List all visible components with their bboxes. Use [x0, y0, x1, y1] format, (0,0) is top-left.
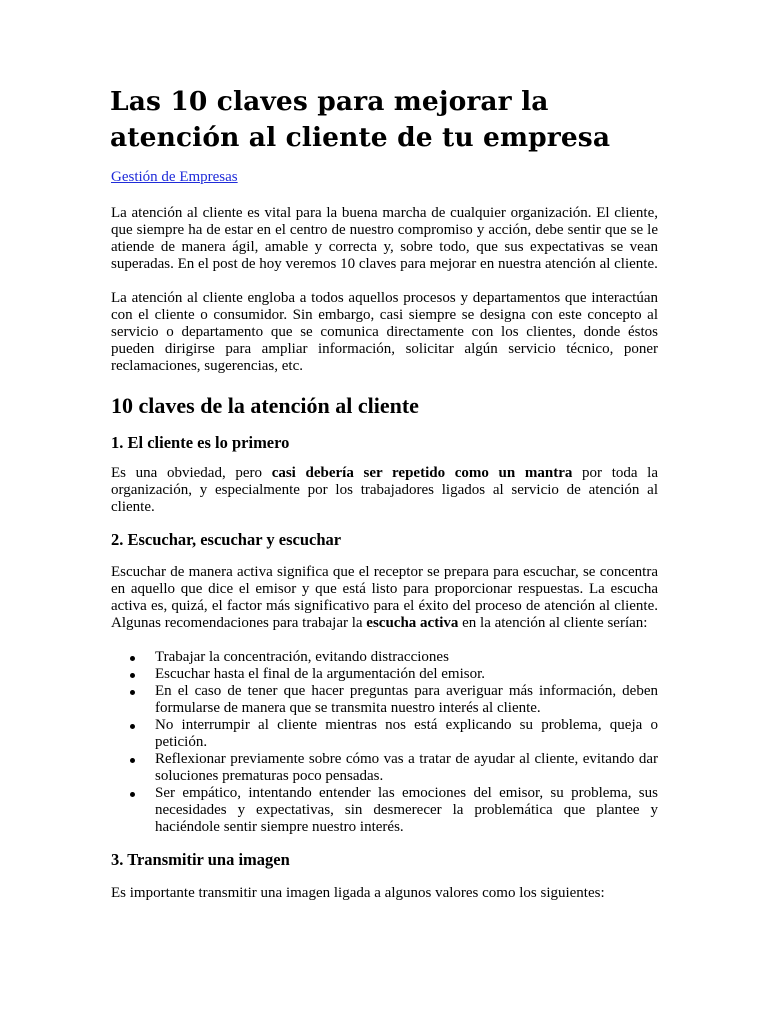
bullet-icon [130, 724, 135, 729]
section1-bold-phrase: casi debería ser repetido como un mantra [271, 465, 573, 481]
section2-text-before: Escuchar de manera activa significa que el receptor se prepara para escuchar, se concentra en aquello que dice el emisor y que está listo para proporcionar respuestas. La escucha activa es, quizá, el factor más significativo para el éxito del proceso de atención al cliente. Algunas recomendaciones para trabajar la [111, 564, 658, 631]
list-item-text: Ser empático, intentando entender las emociones del emisor, su problema, sus necesidades y expectativas, sin desmerecer la problemática que plantee y haciéndole sentir siempre nuestro interés. [155, 785, 658, 835]
list-item [155, 683, 658, 717]
section2-text-after: en la atención al cliente serían: [458, 615, 648, 631]
intro-paragraph-1: La atención al cliente es vital para la buena marcha de cualquier organización. El cliente, que siempre ha de estar en el centro de nuestro compromiso y acción, debe sentir que se le atiende de manera ágil, amable y correcta y, sobre todo, que sus expectativas se vean superadas. En el post de hoy veremos 10 claves para mejorar en nuestra atención al cliente. [111, 205, 658, 272]
section1-text-after: por toda la organización, y especialmente por los trabajadores ligados al servicio de atención al cliente. [111, 465, 659, 515]
subheading-2: 2. Escuchar, escuchar y escuchar [111, 530, 342, 549]
section1-text-before: Es una obviedad, pero [111, 465, 272, 481]
section2-paragraph [111, 564, 658, 632]
bullet-icon [130, 792, 135, 797]
recommendations-list [111, 649, 658, 836]
section3-paragraph: Es importante transmitir una imagen ligada a algunos valores como los siguientes: [111, 885, 605, 901]
bullet-icon [130, 758, 135, 763]
list-item-text: Escuchar hasta el final de la argumentación del emisor. [155, 666, 486, 682]
subheading-1: 1. El cliente es lo primero [111, 433, 290, 452]
section2-bold-phrase: escucha activa [366, 615, 459, 631]
list-item [155, 717, 658, 751]
document-title: Las 10 claves para mejorar la atención al cliente de tu empresa [110, 86, 611, 153]
list-item-text: Trabajar la concentración, evitando distracciones [155, 649, 449, 665]
section1-paragraph [111, 465, 658, 516]
intro-paragraph-2: La atención al cliente engloba a todos aquellos procesos y departamentos que interactúan con el cliente o consumidor. Sin embargo, casi siempre se designa con este concepto al servicio o departamento que se comunica directamente con los clientes, donde éstos pueden dirigirse para ampliar información, solicitar algún servicio técnico, poner reclamaciones, sugerencias, etc. [111, 290, 658, 374]
list-item [155, 649, 658, 666]
category-link[interactable]: Gestión de Empresas [111, 169, 238, 185]
list-item [155, 751, 658, 785]
list-item-text: En el caso de tener que hacer preguntas para averiguar más información, deben formularse de manera que se transmita nuestro interés al cliente. [155, 683, 658, 716]
section-heading: 10 claves de la atención al cliente [111, 393, 419, 418]
bullet-icon [130, 673, 135, 678]
list-item [155, 666, 658, 683]
subheading-3: 3. Transmitir una imagen [111, 850, 290, 869]
bullet-icon [130, 690, 135, 695]
list-item-text: No interrumpir al cliente mientras nos está explicando su problema, queja o petición. [155, 717, 658, 750]
bullet-icon [130, 656, 135, 661]
list-item-text: Reflexionar previamente sobre cómo vas a tratar de ayudar al cliente, evitando dar soluciones prematuras poco pensadas. [155, 751, 658, 784]
list-item [155, 785, 658, 836]
